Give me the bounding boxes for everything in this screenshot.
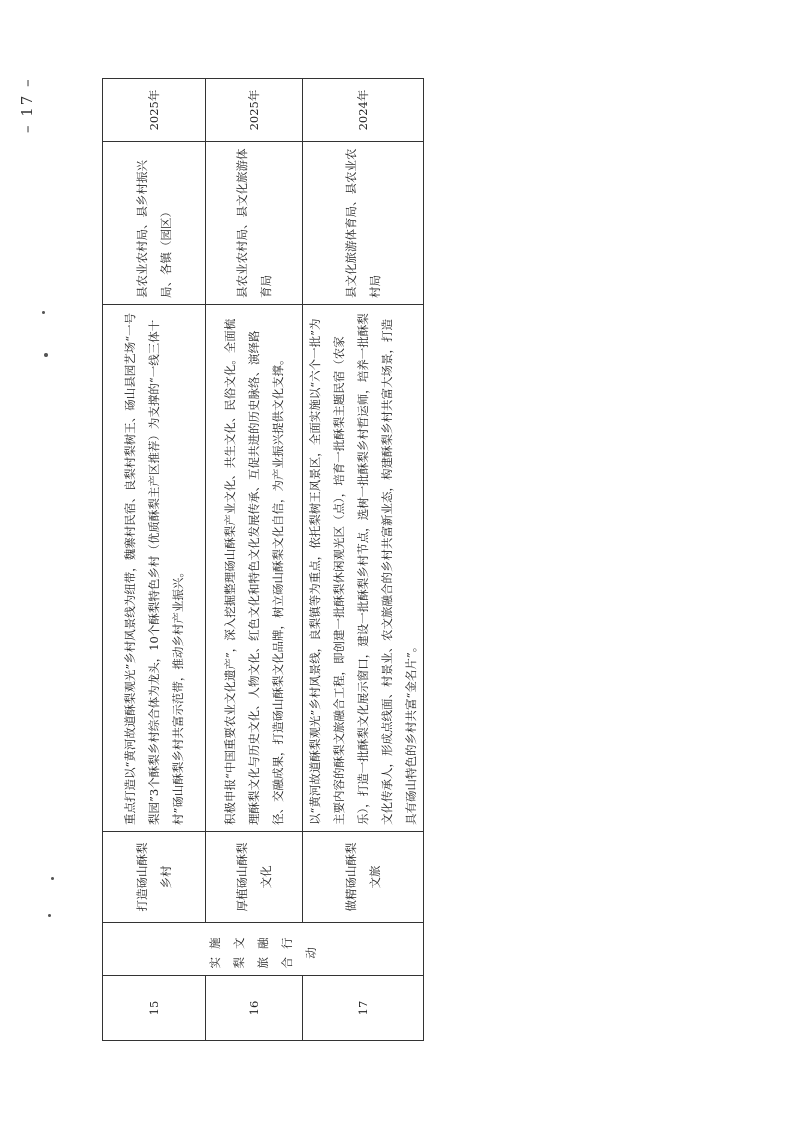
row-number: 17 [303, 976, 424, 1041]
responsible-unit: 县文化旅游体育局、县农业农村局 [303, 142, 424, 305]
completion-time: 2025年 [103, 79, 206, 142]
category-cell [103, 923, 424, 976]
task-content: 以“黄河故道酥梨观光”乡村风景线，良梨镇等为重点，依托梨树王风景区，全面实施以“六个一批”为主要内容的酥梨文旅融合工程，即创建一批酥梨休闲观光区（点），培育一批酥梨主题民宿（农家乐），打造一批酥梨文化展示窗口，建设一批酥梨乡村节点，选树一批酥梨乡村哲运师，培养一批酥梨文化传承人，形成点线面、村景业、农文旅融合的乡村共富新业态，构建酥梨乡村共富大场景，打造具有砀山特色的乡村共富“金名片”。 [303, 305, 424, 832]
task-name: 厚植砀山酥梨文化 [206, 832, 303, 923]
task-table [102, 78, 424, 1041]
category-label: 实施梨文旅融合行动 [208, 929, 318, 969]
task-name: 做精砀山酥梨文旅 [303, 832, 424, 923]
completion-time: 2025年 [206, 79, 303, 142]
row-number: 15 [103, 976, 206, 1041]
scan-speck [42, 311, 45, 314]
completion-time: 2024年 [303, 79, 424, 142]
table-row [103, 79, 206, 1041]
responsible-unit: 县农业农村局、县乡村振兴局、各镇（园区） [103, 142, 206, 305]
task-content: 重点打造以“黄河故道酥梨观光”乡村风景线为纽带，魏寨村民宿、良梨村梨树王、砀山县园艺场“一号梨园”3个酥梨乡村综合体为龙头，10个酥梨特色乡村（优质酥梨主产区推荐）为支撑的“一线三体十村”砀山酥梨乡村共富示范带，推动乡村产业振兴。 [103, 305, 206, 832]
row-number: 16 [206, 976, 303, 1041]
scan-speck [51, 877, 54, 880]
task-name: 打造砀山酥梨乡村 [103, 832, 206, 923]
page-number: – 17 – [18, 77, 36, 133]
scan-speck [48, 914, 51, 917]
responsible-unit: 县农业农村局、县文化旅游体育局 [206, 142, 303, 305]
table-row [303, 79, 424, 1041]
table-row [206, 79, 303, 1041]
task-content: 积极申报“中国重要农业文化遗产”，深入挖掘整理砀山酥梨产业文化、共生文化、民俗文化。全面梳理酥梨文化与历史文化、人物文化、红色文化和特色文化发展传承、互促共进的历史脉络、演绎路径、交融成果，打造砀山酥梨文化品牌，树立砀山酥梨文化自信，为产业振兴提供文化支撑。 [206, 305, 303, 832]
scan-speck [44, 353, 48, 357]
